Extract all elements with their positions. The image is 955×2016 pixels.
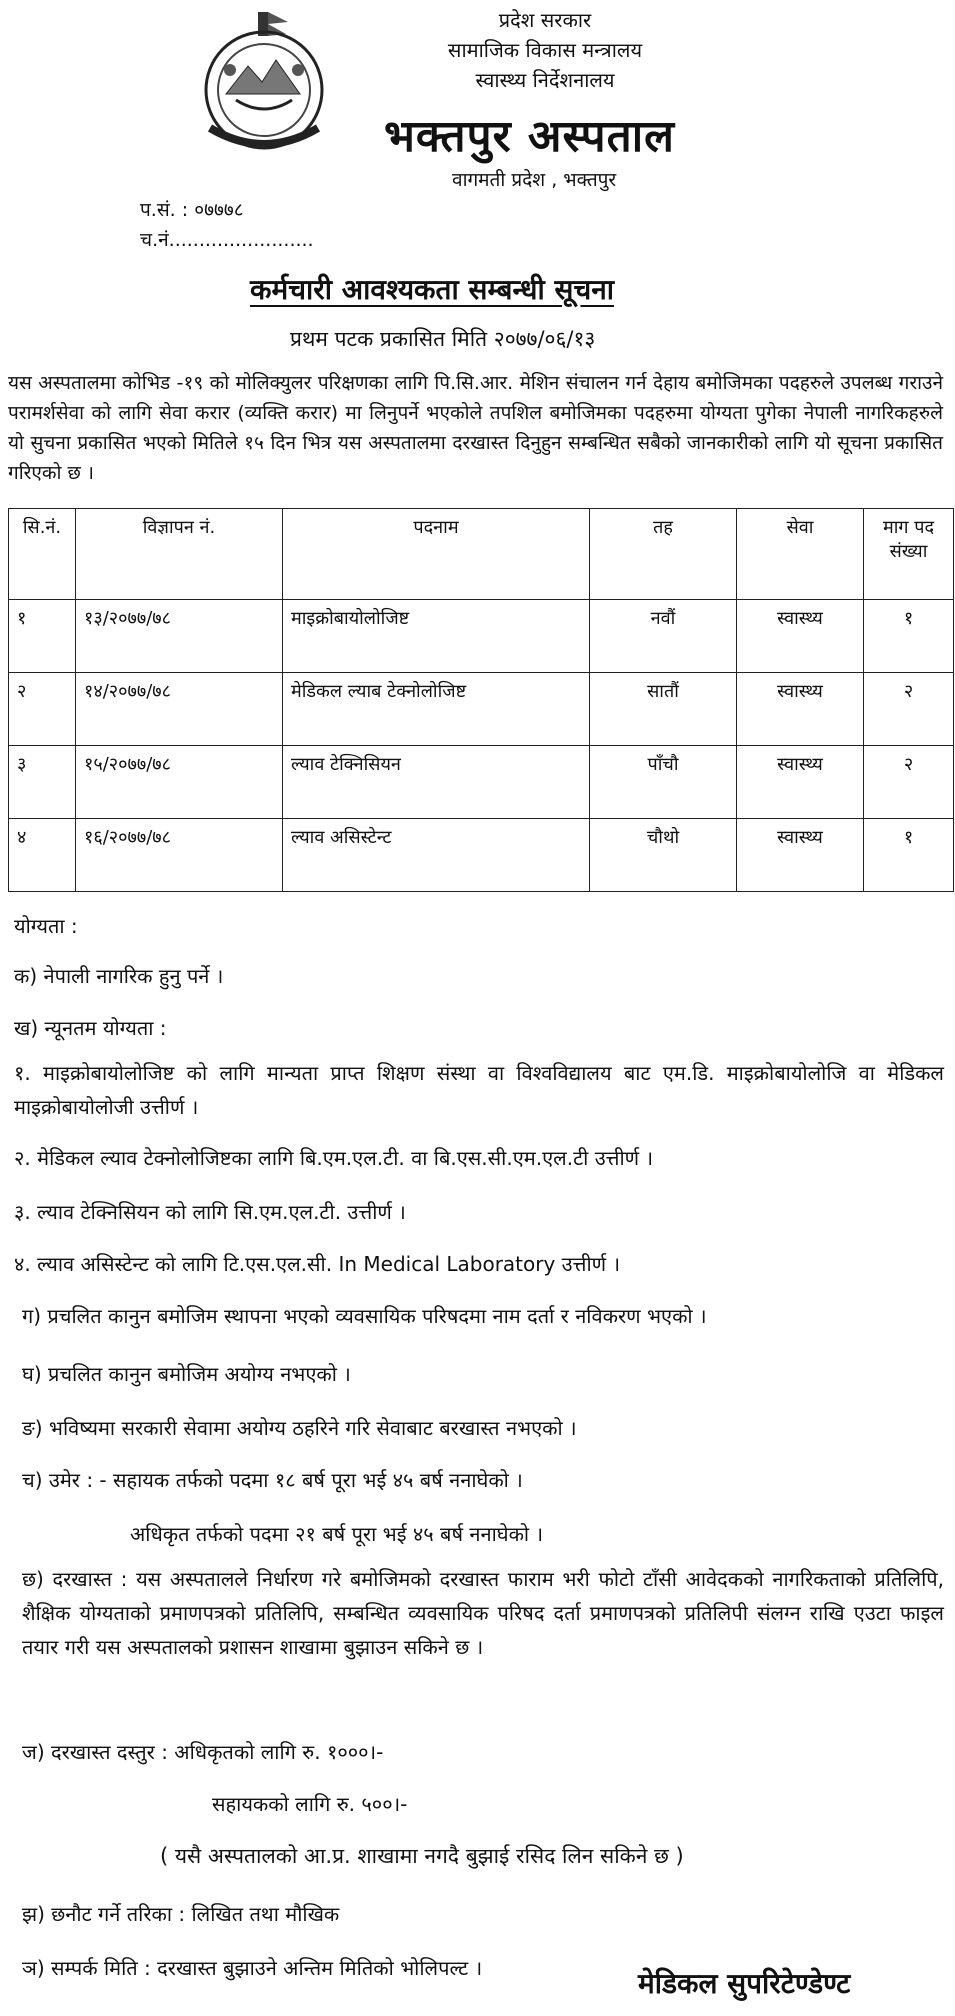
cell-service: स्वास्थ्य [737,673,864,746]
nepal-emblem [196,10,332,160]
notice-intro: यस अस्पतालमा कोभिड -१९ को मोलिक्युलर परिक्षणका लागि पि.सि.आर. मेशिन संचालन गर्न देहाय बमोजिमका पदहरुले उपलब्ध गराउने परामर्शसेवा को लागि सेवा करार (व्यक्ति करार) मा लिनुपर्ने भएकोले तपशिल बमोजिमका पदहरुमा योग्यता पुगेका नेपाली नागरिकहरुले यो सुचना प्रकासित भएको मितिले १५ दिन भित्र यस अस्पतालमा दरखास्त दिनुहुन सम्बन्धित सबैको जानकारीको लागि यो सूचना प्रकासित गरिएको छ । [8,372,943,484]
application-fee-assistant: सहायकको लागि रु. ५००।- [212,1792,408,1816]
qualification-age-assistant: च) उमेर : - सहायक तर्फको पदमा १८ बर्ष पूरा भई ४५ बर्ष ननाघेको । [22,1468,523,1492]
hospital-name: भक्तपुर अस्पताल [384,111,675,162]
qualification-gh: घ) प्रचलित कानुन बमोजिम अयोग्य नभएको । [22,1362,351,1386]
qualification-ng: ङ) भविष्यमा सरकारी सेवामा अयोग्य ठहरिने गरि सेवाबाट बरखास्त नभएको । [22,1416,577,1440]
cell-ad-number: १४/२०७७/७८ [76,673,283,746]
cell-ad-number: १५/२०७७/७८ [76,746,283,819]
cell-position: माइक्रोबायोलोजिष्ट [283,600,590,673]
cell-level: पाँचौ [590,746,737,819]
col-service: सेवा [737,509,864,600]
contact-date: ञ) सम्पर्क मिति : दरखास्त बुझाउने अन्तिम मितिको भोलिपल्ट । [22,1956,483,1980]
table-row [9,600,954,673]
col-demand: माग पद संख्या [864,509,954,600]
cell-demand: २ [864,673,954,746]
cell-demand: १ [864,600,954,673]
selection-method: झ) छनौट गर्ने तरिका : लिखित तथा मौखिक [22,1902,340,1926]
table-row [9,673,954,746]
cell-demand: १ [864,819,954,892]
qualification-kh: ख) न्यूनतम योग्यता : [14,1016,167,1040]
qualification-4: ४. ल्याव असिस्टेन्ट को लागि टि.एस.एल.सी. In Medical Laboratory उत्तीर्ण । [14,1252,621,1276]
cell-service: स्वास्थ्य [737,600,864,673]
col-serial: सि.नं. [9,509,76,600]
cell-ad-number: १३/२०७७/७८ [76,600,283,673]
cell-position: ल्याव असिस्टेन्ट [283,819,590,892]
qualification-3: ३. ल्याव टेक्निसियन को लागि सि.एम.एल.टी. उत्तीर्ण । [14,1200,406,1224]
office-line-province: प्रदेश सरकार [498,8,592,32]
vacancy-table [8,508,954,892]
qualification-k: क) नेपाली नागरिक हुनु पर्ने । [14,964,224,988]
cell-serial: १ [9,600,76,673]
publish-date: प्रथम पटक प्रकासित मिति २०७७/०६/१३ [290,327,596,351]
table-header-row [9,509,954,600]
qualification-2: २. मेडिकल ल्याव टेक्नोलोजिष्टका लागि बि.एम.एल.टी. वा बि.एस.सी.एम.एल.टी उत्तीर्ण । [14,1146,654,1170]
ref-number: प.सं. : ०७७७८ [140,199,244,221]
cell-service: स्वास्थ्य [737,746,864,819]
cell-serial: ४ [9,819,76,892]
cell-position: मेडिकल ल्याब टेक्नोलोजिष्ट [283,673,590,746]
qualification-1: १. माइक्रोबायोलोजिष्ट को लागि मान्यता प्राप्त शिक्षण संस्था वा विश्वविद्यालय बाट एम.डि. माइक्रोबायोलोजि वा मेडिकल माइक्रोबायोलोजी उत्तीर्ण । [14,1061,944,1119]
cell-position: ल्याव टेक्निसियन [283,746,590,819]
qualification-age-officer: अधिकृत तर्फको पदमा २१ बर्ष पूरा भई ४५ बर्ष ननाघेको । [130,1522,544,1546]
notice-title: कर्मचारी आवश्यकता सम्बन्धी सूचना [250,273,615,306]
table-row [9,746,954,819]
cell-serial: ३ [9,746,76,819]
cell-level: चौथो [590,819,737,892]
col-ad-number: विज्ञापन नं. [76,509,283,600]
qualification-application: छ) दरखास्त : यस अस्पतालले निर्धारण गरे बमोजिमको दरखास्त फाराम भरी फोटो टाँसी आवेदकको नागरिकताको प्रतिलिपि, शैक्षिक योग्यताको प्रमाणपत्रको प्रतिलिपि, सम्बन्धित व्यवसायिक परिषद दर्ता प्रमाणपत्रको प्रतिलिपी संलग्न राखि एउटा फाइल तयार गरी यस अस्पतालको प्रशासन शाखामा बुझाउन सकिने छ । [22,1567,944,1659]
signature-title: मेडिकल सुपरिटेण्डेण्ट [638,1967,851,2000]
office-line-ministry: सामाजिक विकास मन्त्रालय [447,38,643,62]
fee-payment-note: ( यसै अस्पतालको आ.प्र. शाखामा नगदै बुझाई रसिद लिन सकिने छ ) [160,1844,684,1868]
qualification-heading: योग्यता : [14,914,78,938]
cell-serial: २ [9,673,76,746]
office-line-directorate: स्वास्थ्य निर्देशनालय [475,68,615,92]
col-level: तह [590,509,737,600]
cell-ad-number: १६/२०७७/७८ [76,819,283,892]
col-position: पदनाम [283,509,590,600]
qualification-g: ग) प्रचलित कानुन बमोजिम स्थापना भएको व्यवसायिक परिषदमा नाम दर्ता र नविकरण भएको । [22,1304,707,1328]
hospital-address: वागमती प्रदेश , भक्तपुर [452,169,617,191]
table-row [9,819,954,892]
cell-demand: २ [864,746,954,819]
application-fee-officer: ज) दरखास्त दस्तुर : अधिकृतको लागि रु. १०००।- [22,1740,384,1764]
cell-service: स्वास्थ्य [737,819,864,892]
cell-level: नवौं [590,600,737,673]
cell-level: सातौं [590,673,737,746]
dispatch-number: च.नं........................ [140,229,314,251]
